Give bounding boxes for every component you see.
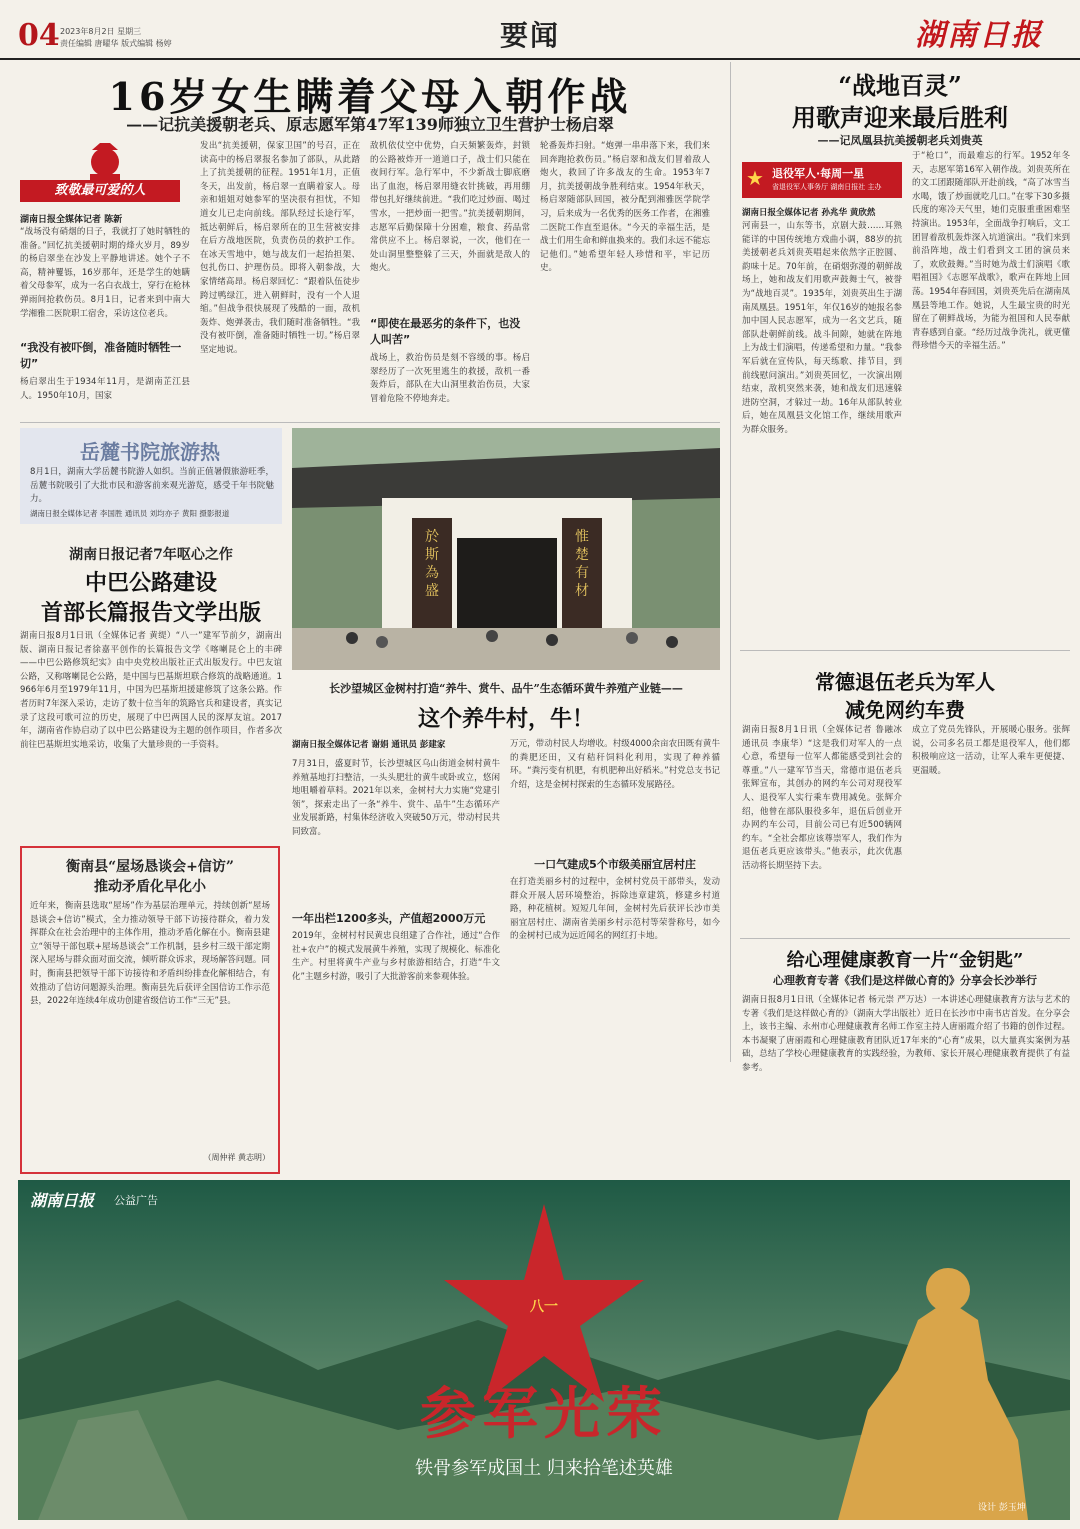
niu-kicker: 长沙望城区金树村打造“养牛、赏牛、品牛”生态循环黄牛养殖产业链—— (329, 682, 683, 695)
psych-subtitle: 心理教育专著《我们是这样做心育的》分享会长沙举行 (773, 974, 1037, 987)
veteran-badge-sub: 省退役军人事务厅 湖南日报社 主办 (772, 183, 882, 191)
section-title: 要闻 (500, 19, 561, 52)
academy-photo (292, 428, 720, 670)
changde-divider (740, 650, 1070, 651)
yuelu-text: 8月1日，湖南大学岳麓书院游人如织。当前正值暑假旅游旺季，岳麓书院吸引了大批市民和游客前来观光游览，感受千年书院魅力。 (30, 467, 274, 505)
main-headline: 16岁女生瞒着父母入朝作战 (108, 74, 632, 119)
public-service-ad (18, 1180, 1070, 1520)
zhongba-title-1: 中巴公路建设 (84, 570, 217, 596)
zhongba-title-2: 首部长篇报告文学出版 (40, 600, 261, 626)
main-subtitle: ——记抗美援朝老兵、原志愿军第47军139师独立卫生营护士杨启翠 (126, 115, 614, 134)
tribute-badge: 致敬最可爱的人 (20, 180, 180, 202)
academy-gate-illustration (292, 428, 720, 670)
feature-subtitle: ——记凤凰县抗美援朝老兵刘贵英 (817, 134, 983, 147)
gate-sign-left: 於斯為盛 (425, 529, 439, 599)
niu-title: 这个养牛村，牛！ (417, 706, 594, 732)
niu-col2b-text: 在打造美丽乡村的过程中，金树村党员干部带头，发动群众开展人居环境整治，拆除违章建筑，修建乡村道路，种花植树。短短几年间，金树村先后获评长沙市美丽宜居村庄、湖南省美丽乡村示范村等荣誉称号，如今的金树村已成为远近闻名的网红打卡地。 (510, 877, 720, 942)
feature-col2-text: 于“枪口”，而最难忘的行军。1952年冬天，志愿军第16军入朝作战。刘贵英所在的文工团跟随部队开赴前线，“高了冰雪当水喝，饿了炒面就吃几口。”在零下30多摄氏度的寒冷天气里，她们克服重重困难坚持演出。1953年，全面战争打响后，文工团冒着敌机轰炸深入坑道演出。“我们来到前沿阵地，战士们看到文工团的演员来了，欢欣鼓舞。”当时她为战士们演唱《歌唱祖国》《志愿军战歌》，歌声在阵地上回荡。1954年春回国，刘贵英先后在湖南凤凰县等地工作。她说，人生最宝贵的时光留在了朝鲜战场，为能为祖国和人民奉献青春感到自豪。“经历过战争洗礼，就更懂得珍惜今天的幸福生活。” (912, 151, 1070, 352)
niu-subhead-2: 一口气建成5个市级美丽宜居村庄 (534, 858, 696, 871)
yuelu-credit: 湖南日报全媒体记者 李国胜 通讯员 刘均亦子 黄阳 摄影报道 (30, 509, 230, 518)
changde-title-1: 常德退伍老兵为军人 (815, 670, 995, 694)
veteran-star-badge (742, 162, 902, 198)
hengnan-box (20, 846, 280, 1174)
gate-sign-right: 惟楚有材 (575, 529, 589, 599)
changde-text: 湖南日报8月1日讯（全媒体记者 鲁融冰 通讯员 李康华）“这是我们对军人的一点心意，希望每一位军人都能感受到社会的尊重。”八一建军节当天，常德市退伍老兵张辉宣布，其创办的网约车公司对现役军人、退役军人实行乘车费用减免。张辉介绍，他曾在部队服役多年，退伍后创业开办网约车公司，目前公司已有近500辆网约车。“全社会都应该尊崇军人，我们作为退伍老兵更应该带头。”他表示，此次优惠活动将长期坚持下去。 (742, 725, 902, 871)
niu-col1-text: 7月31日，盛夏时节，长沙望城区乌山街道金树村黄牛养殖基地打扫整洁，一头头肥壮的黄牛或卧或立，悠闲地咀嚼着草料。2021年以来，金树村大力实施“党建引领”，探索走出了一条“养牛、赏牛、品牛”生态循环产业发展新路，村集体经济收入突破50万元，带动村民共同致富。 (292, 759, 500, 837)
main-intertitle-2: “即使在最恶劣的条件下，也没人叫苦” (370, 317, 521, 346)
main-col1b-text: 杨启翠出生于1934年11月，是湖南芷江县人。1950年10月，国家 (20, 377, 190, 401)
hengnan-text: 近年来，衡南县选取“屋场”作为基层治理单元，持续创新“屋场恳谈会+信访”模式，全力推动领导干部下访接待群众，着力发挥群众在社会治理中的主体作用，推动矛盾化解在小。衡南县建立“领导干部包联+屋场恳谈会”工作机制，县乡村三级干部定期深入屋场与群众面对面交流，倾听群众诉求，现场解答问题。同时，衡南县把领导干部下访接待和矛盾纠纷排查化解相结合，有效推动了信访问题源头治理。衡南县先后获评全国信访工作示范县，2022年连续4年成功创建省级信访工作“三无”县。 (30, 901, 270, 1007)
changde-title-2: 减免网约车费 (845, 698, 965, 722)
page-number: 04 (18, 18, 60, 53)
feature-title-1: “战地百灵” (838, 71, 962, 100)
psych-title: 给心理健康教育一片“金钥匙” (786, 950, 1024, 971)
hengnan-title-1: 衡南县“屋场恳谈会+信访” (66, 859, 234, 875)
yuelu-title: 岳麓书院旅游热 (80, 440, 220, 464)
feature-col1-text: 河南县一，山东等书，京剧大鼓……耳熟能详的中国传统地方戏曲小调，88岁的抗美援朝老兵刘贵英唱起来依然字正腔圆、韵味十足。70年前，在硝烟弥漫的朝鲜战场上，她和战友们用歌声鼓舞士气，被誉为“战地百灵”。1935年，刘贵英出生于湖南凤凰县。1951年，年仅16岁的她报名参加中国人民志愿军，成为一名文艺兵，随部队赴朝鲜前线。战斗间隙，她就在阵地上为战士们演唱，传递希望和力量。“我参军后就在宣传队，每天练歌、排节目，到前线慰问演出。”刘贵英回忆，一次演出刚结束，敌机突然来袭，她和战友们迅速躲进防空洞，才躲过一劫。16年从部队转业后，她在凤凰县文化馆工作，继续用歌声为群众服务。 (742, 221, 902, 435)
ad-star-mark: 八一 (530, 1299, 558, 1315)
psych-divider (740, 938, 1070, 939)
niu-col2-text: 万元，带动村民人均增收。村级4000余亩农田既有黄牛的粪肥还田，又有秸秆饲料化利用，实现了种养循环。“粪污变有机肥，有机肥种出好稻米。”村党总支书记介绍，这是金树村探索的生态循环发展路径。 (510, 739, 720, 790)
zhongba-text: 湖南日报8月1日讯（全媒体记者 黄缇）“八一”建军节前夕，湖南出版、湖南日报记者徐嘉平创作的长篇报告文学《喀喇昆仑上的丰碑——中巴公路修筑纪实》由中央党校出版社正式出版发行。中巴友谊公路，又称喀喇昆仑公路，是中国与巴基斯坦联合修筑的战略通道。1966年6月至1979年11月，中国为巴基斯坦援建修筑了这条公路。作者历时7年深入采访，走访了数十位当年的筑路官兵和建设者，真实记录了这段可歌可泣的历史，展现了中巴两国人民的深厚友谊。2017年，湖南省作协启动了以中巴公路建设为主题的创作项目，作者多次前往巴基斯坦实地采访，收集了大量珍贵的一手资料。 (20, 631, 282, 750)
psych-text: 湖南日报8月1日讯（全媒体记者 杨元崇 严万达）一本讲述心理健康教育方法与艺术的专著《我们是这样做心育的》（湖南大学出版社）近日在长沙市中南书店首发。在分享会上，该书主编、永州市心理健康教育名师工作室主持人唐丽霞介绍了书籍的创作过程。本书凝聚了唐丽霞和心理健康教育团队近17年来的“心育”成果，以大量真实案例为基础，总结了学校心理健康教育的实践经验，为教师、家长开展心理健康教育提供了有益参考。 (742, 995, 1070, 1073)
niu-subhead-1: 一年出栏1200多头，产值超2000万元 (292, 912, 486, 925)
ad-slogan: 铁骨参军成国土 归来拾笔述英雄 (415, 1458, 673, 1479)
zhongba-kicker: 湖南日报记者7年呕心之作 (69, 547, 233, 563)
column-divider (730, 62, 731, 1062)
editors: 责任编辑 唐曜华 版式编辑 杨婷 (60, 39, 172, 48)
yuelu-box (20, 428, 282, 524)
niu-byline: 湖南日报全媒体记者 谢娟 通讯员 彭建家 (292, 740, 446, 750)
section-divider (20, 422, 720, 423)
ad-title: 参军光荣 (420, 1381, 668, 1447)
feature-title-2: 用歌声迎来最后胜利 (792, 103, 1008, 132)
main-col3b-text: 战场上，救治伤员是刻不容缓的事。杨启翠经历了一次死里逃生的救援，敌机一番轰炸后，部队在大山洞里救治伤员，大家冒着危险不停地奔走。 (370, 353, 530, 404)
main-intertitle-1: “我没有被吓倒，准备随时牺牲一切” (20, 341, 182, 370)
issue-date: 2023年8月2日 星期三 (60, 27, 142, 36)
hengnan-signature: （周仲祥 黄志明） (203, 1153, 270, 1162)
main-col2-text: 发出“抗美援朝，保家卫国”的号召，正在读高中的杨启翠报名参加了部队，从此踏上了抗美援朝的征程。1951年1月，正值冬天，出发前，杨启翠一直瞒着家人。母亲和姐姐对她参军的坚决很有担忧，不知道女儿已走向前线。部队经过长途行军，抵达朝鲜后，杨启翠所在的卫生营被安排在后方战地医院，负责伤员的救护工作。在冰天雪地中，她与战友们一起抬担架、包扎伤口、护理伤员。即将入朝参战，大家情绪高昂。杨启翠回忆：“跟着队伍徒步跨过鸭绿江，进入朝鲜时，没有一个人退缩。”但战争很快展现了残酷的一面，敌机轰炸、炮弹袭击，我们随时准备牺牲。“我没有被吓倒，准备随时牺牲一切。”杨启翠坚定地说。 (200, 141, 360, 355)
feature-byline: 湖南日报全媒体记者 孙兆华 黄欣然 (742, 208, 876, 218)
salute-icon: ★ (746, 166, 764, 190)
changde-text-2: 成立了党员先锋队，开展暖心服务。张辉说，公司多名员工都是退役军人，他们都积极响应这一活动，让军人乘车更便捷、更温暖。 (912, 725, 1070, 776)
ad-label: 公益广告 (114, 1194, 158, 1207)
main-col4-text: 轮番轰炸扫射。“炮弹一串串落下来，我们来回奔跑抢救伤员。”杨启翠和战友们冒着敌人炮火，救回了许多战友的生命。1953年7月，抗美援朝战争胜利结束。1954年秋天，杨启翠随部队回国，被分配到湘雅医学院学习，后来成为一名优秀的医务工作者，在湘雅二医院工作直至退休。“今天的幸福生活，是战士们用生命和鲜血换来的。我们永远不能忘记他们。”她希望年轻人珍惜和平，牢记历史。 (540, 141, 710, 274)
newspaper-logo: 湖南日报 (915, 18, 1043, 53)
hengnan-title-2: 推动矛盾化早化小 (94, 879, 206, 895)
main-col1-text: “战场没有硝烟的日子，我就打了她时牺牲的准备。”回忆抗美援朝时期的烽火岁月，89岁的杨启翠坐在沙发上平静地讲述。她个子不高，精神矍铄，16岁那年，还是学生的她瞒着父母参军，成为一名白衣战士，穿行在枪林弹雨间抢救伤员。8月1日，记者来到中南大学湘雅二医院职工宿舍，采访这位老兵。 (20, 227, 190, 319)
tribute-badge-area (20, 140, 190, 210)
main-col3-text: 敌机依仗空中优势，白天频繁轰炸，封锁的公路被炸开一道道口子，战士们只能在夜间行军。急行军中，不少新战士脚底磨出了血泡，杨启翠用缝衣针挑破，再用绷带包扎好继续前进。“我们吃过炒面、喝过雪水，一把炒面一把雪。”抗美援朝期间，志愿军后勤保障十分困难，粮食、药品常常供应不上。杨启翠说，一次，他们在一处山洞里整整躲了三天，外面就是敌人的炮火。 (370, 141, 530, 274)
ad-credit: 设计 彭玉坤 (978, 1503, 1026, 1513)
page-header (0, 0, 1080, 60)
main-byline: 湖南日报全媒体记者 陈新 (20, 215, 123, 225)
ad-logo: 湖南日报 (30, 1191, 95, 1210)
veteran-badge-title: 退役军人·每周一星 (772, 167, 865, 180)
niu-col1b-text: 2019年，金树村村民黄忠良组建了合作社，通过“合作社+农户”的模式发展黄牛养殖，实现了规模化、标准化生产。村里将黄牛产业与乡村旅游相结合，打造“牛文化”主题乡村游，吸引了大批游客前来参观体验。 (292, 931, 500, 982)
